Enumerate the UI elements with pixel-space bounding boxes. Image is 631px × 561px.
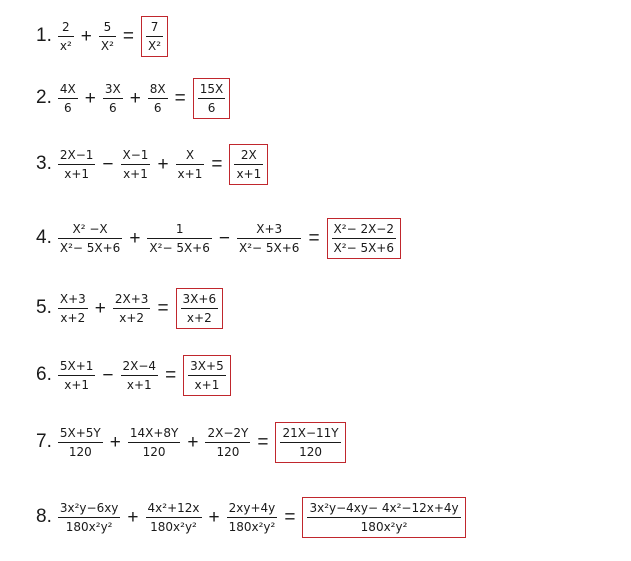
answer-box: [176, 288, 224, 329]
numerator: 14X+8Y: [129, 425, 179, 440]
numerator: 7: [150, 19, 159, 34]
numerator: 5X+1: [59, 358, 94, 373]
answer-fraction: [234, 148, 263, 181]
numerator: 4x²+12x: [147, 500, 200, 515]
problem-number: 2.: [36, 87, 52, 108]
answer-box: [183, 355, 231, 396]
problem-number: 5.: [36, 297, 52, 318]
numerator: X²− 2X−2: [333, 221, 394, 236]
denominator: X²− 5X+6: [237, 238, 301, 255]
term-fraction: [58, 222, 122, 255]
answer-fraction: [332, 222, 396, 255]
plus-sign: +: [80, 25, 92, 47]
numerator: 2X: [240, 147, 257, 162]
answer-box: [302, 497, 465, 538]
answer-fraction: [188, 359, 226, 392]
equals-sign: =: [165, 364, 177, 386]
denominator: x+1: [121, 164, 151, 181]
plus-sign: +: [129, 227, 141, 249]
term-fraction: [237, 222, 301, 255]
answer-fraction: [198, 82, 226, 115]
problem-number: 1.: [36, 25, 52, 46]
term-fraction: [103, 82, 123, 115]
answer-box: [229, 144, 268, 185]
denominator: X²− 5X+6: [147, 238, 211, 255]
denominator: x+1: [234, 164, 263, 181]
term-fraction: [205, 426, 250, 459]
equals-sign: =: [308, 227, 320, 249]
problem-8: [36, 497, 466, 538]
problem-7: [36, 422, 346, 463]
denominator: 180x²y²: [146, 517, 202, 534]
term-fraction: [147, 222, 211, 255]
term-fraction: [128, 426, 181, 459]
plus-sign: +: [157, 153, 169, 175]
denominator: x+1: [188, 375, 226, 392]
numerator: 21X−11Y: [282, 425, 339, 440]
numerator: 2X−4: [122, 358, 157, 373]
minus-sign: −: [102, 364, 114, 386]
numerator: 3x²y−6xy: [59, 500, 119, 515]
denominator: x+1: [121, 375, 159, 392]
numerator: 2X+3: [114, 291, 149, 306]
numerator: X: [185, 147, 195, 162]
numerator: 4X: [59, 81, 76, 96]
denominator: X²− 5X+6: [58, 238, 122, 255]
answer-box: [275, 422, 345, 463]
denominator: 180x²y²: [307, 517, 460, 534]
term-fraction: [58, 359, 96, 392]
plus-sign: +: [94, 297, 106, 319]
numerator: X² −X: [72, 221, 108, 236]
numerator: 3X+6: [182, 291, 217, 306]
term-fraction: [58, 426, 103, 459]
numerator: 2X−2Y: [207, 425, 249, 440]
denominator: 180x²y²: [58, 517, 121, 534]
answer-fraction: [280, 426, 340, 459]
problem-number: 3.: [36, 153, 52, 174]
equals-sign: =: [257, 431, 269, 453]
denominator: 180x²y²: [227, 517, 278, 534]
denominator: 120: [58, 442, 103, 459]
numerator: 5: [103, 19, 112, 34]
term-fraction: [58, 501, 121, 534]
equals-sign: =: [157, 297, 169, 319]
problem-4: [36, 218, 401, 259]
answer-box: [327, 218, 401, 259]
problem-number: 7.: [36, 431, 52, 452]
term-fraction: [58, 20, 74, 53]
term-fraction: [146, 501, 202, 534]
problem-3: [36, 144, 268, 185]
numerator: X+3: [256, 221, 283, 236]
minus-sign: −: [102, 153, 114, 175]
denominator: 6: [148, 98, 168, 115]
plus-sign: +: [187, 431, 199, 453]
problem-6: [36, 355, 231, 396]
numerator: 5X+5Y: [59, 425, 101, 440]
term-fraction: [121, 359, 159, 392]
equals-sign: =: [122, 25, 135, 47]
denominator: X²: [99, 36, 116, 53]
plus-sign: +: [84, 87, 96, 109]
numerator: 8X: [149, 81, 166, 96]
term-fraction: [58, 148, 96, 181]
term-fraction: [176, 148, 205, 181]
answer-fraction: [307, 501, 460, 534]
term-fraction: [99, 20, 116, 53]
denominator: 120: [280, 442, 340, 459]
equals-sign: =: [284, 506, 296, 528]
plus-sign: +: [208, 506, 220, 528]
numerator: 3X: [104, 81, 121, 96]
term-fraction: [148, 82, 168, 115]
plus-sign: +: [127, 506, 139, 528]
denominator: 120: [128, 442, 181, 459]
term-fraction: [121, 148, 151, 181]
numerator: X+3: [59, 291, 86, 306]
denominator: x+1: [58, 375, 96, 392]
problem-2: [36, 78, 230, 119]
term-fraction: [113, 292, 151, 325]
numerator: 2xy+4y: [228, 500, 276, 515]
term-fraction: [227, 501, 278, 534]
denominator: 120: [205, 442, 250, 459]
denominator: 6: [58, 98, 78, 115]
problem-5: [36, 288, 223, 329]
numerator: 3X+5: [190, 358, 224, 373]
problem-number: 6.: [36, 364, 52, 385]
numerator: 1: [175, 221, 184, 236]
denominator: x+1: [58, 164, 96, 181]
problem-number: 8.: [36, 506, 52, 527]
answer-fraction: [146, 20, 163, 53]
denominator: X²− 5X+6: [332, 238, 396, 255]
denominator: x+2: [181, 308, 219, 325]
answer-box: [193, 78, 231, 119]
plus-sign: +: [129, 87, 141, 109]
answer-fraction: [181, 292, 219, 325]
denominator: 6: [198, 98, 226, 115]
problem-1: [36, 16, 168, 57]
denominator: 6: [103, 98, 123, 115]
numerator: 3x²y−4xy− 4x²−12x+4y: [309, 500, 459, 515]
denominator: x+1: [176, 164, 205, 181]
equals-sign: =: [174, 87, 186, 109]
denominator: x²: [58, 36, 74, 53]
numerator: 2: [62, 19, 70, 34]
denominator: X²: [146, 36, 163, 53]
numerator: 2X−1: [59, 147, 94, 162]
numerator: X−1: [122, 147, 149, 162]
answer-box: [141, 16, 168, 57]
numerator: 15X: [199, 81, 224, 96]
equals-sign: =: [211, 153, 223, 175]
plus-sign: +: [109, 431, 121, 453]
problem-number: 4.: [36, 227, 52, 248]
denominator: x+2: [58, 308, 88, 325]
term-fraction: [58, 292, 88, 325]
term-fraction: [58, 82, 78, 115]
denominator: x+2: [113, 308, 151, 325]
minus-sign: −: [218, 227, 230, 249]
